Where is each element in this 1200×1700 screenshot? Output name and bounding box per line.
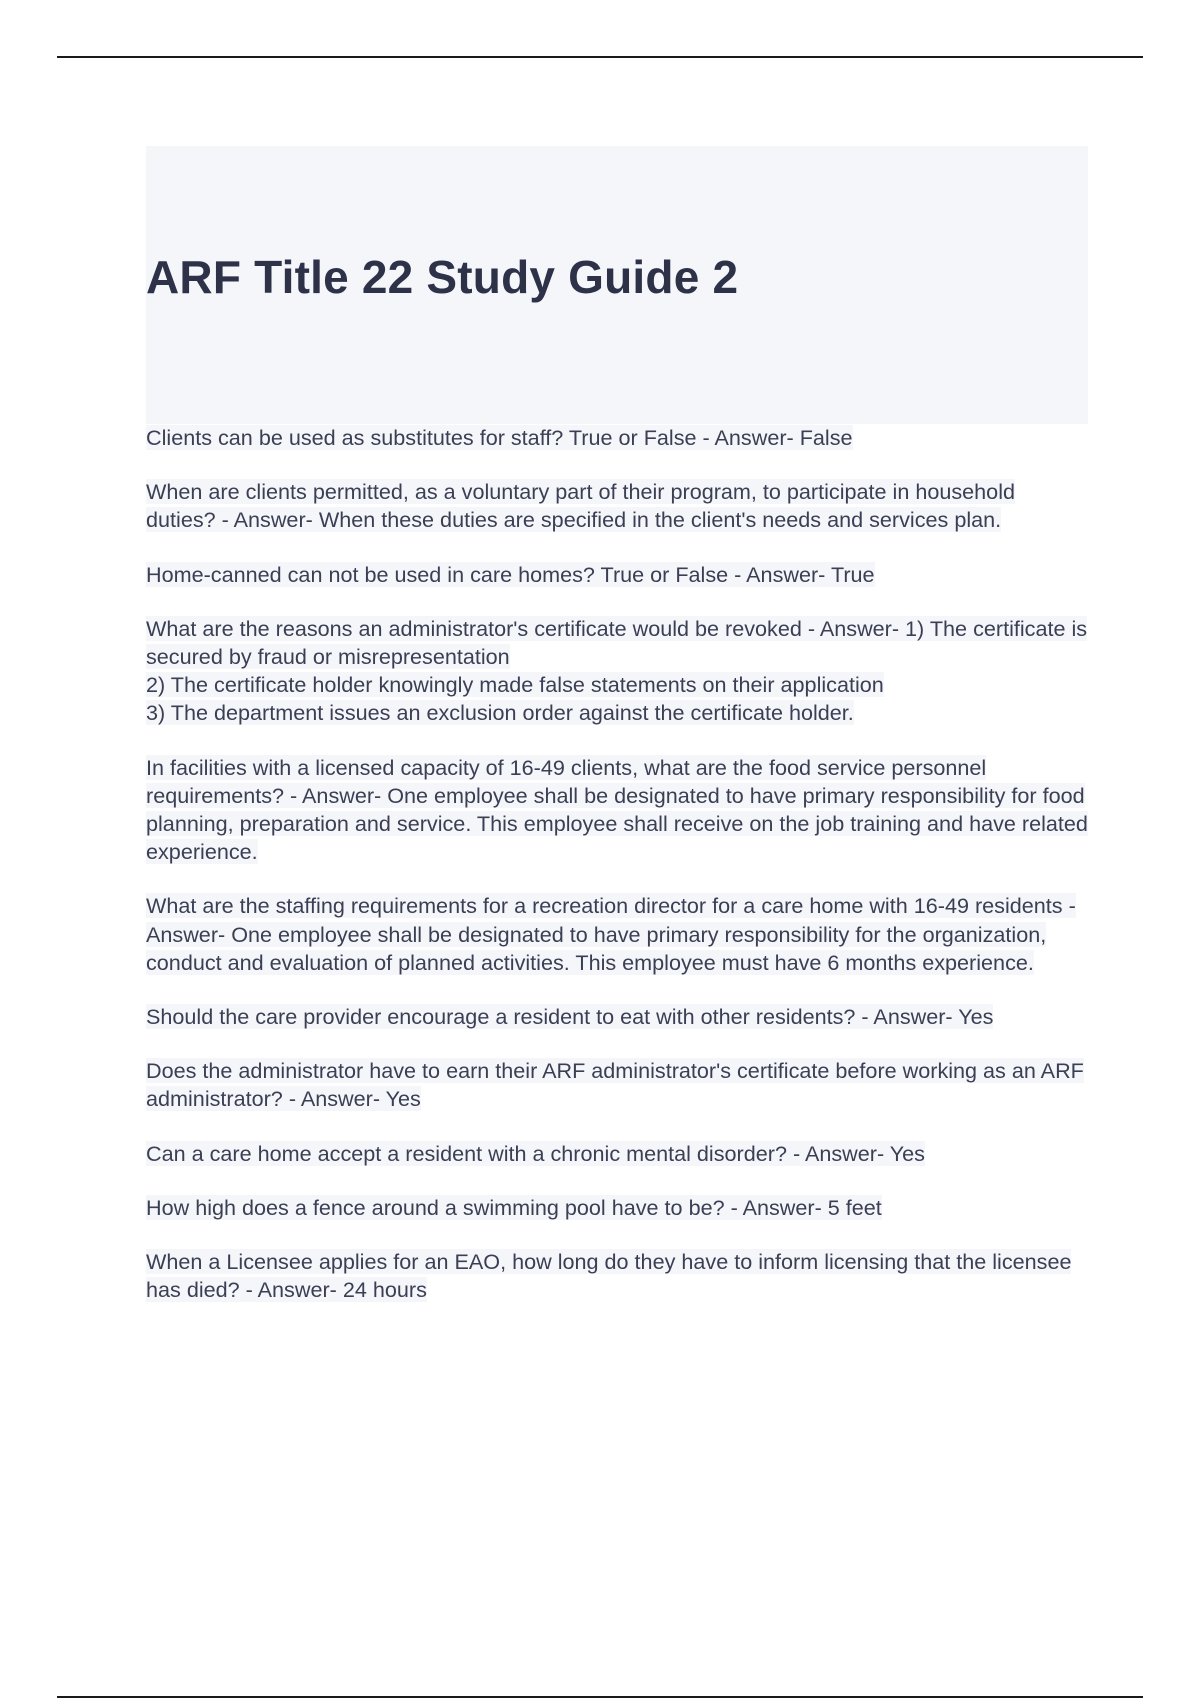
qa-subline: 3) The department issues an exclusion order against the certificate holder.	[146, 700, 854, 726]
document-title: ARF Title 22 Study Guide 2	[146, 251, 739, 303]
qa-text: Clients can be used as substitutes for staff? True or False - Answer- False	[146, 425, 853, 450]
qa-text: Home-canned can not be used in care homes? True or False - Answer- True	[146, 561, 875, 587]
qa-text: When are clients permitted, as a voluntary part of their program, to participate in household duties? - Answer- When these duties are specified in the client's needs and services plan.	[146, 479, 1016, 533]
qa-item-7	[146, 1003, 1088, 1031]
qa-item-6	[146, 892, 1088, 977]
title-block	[146, 146, 1088, 424]
qa-item-3	[146, 561, 1088, 589]
qa-item-2	[146, 478, 1088, 534]
qa-text: What are the reasons an administrator's certificate would be revoked - Answer- 1) The certificate is secured by fraud or misrepresentation	[146, 615, 1088, 670]
qa-text: Does the administrator have to earn their ARF administrator's certificate before working as an ARF administrator? - Answer- Yes	[146, 1058, 1084, 1112]
qa-item-1	[146, 424, 1088, 452]
qa-item-4	[146, 615, 1088, 728]
qa-item-5	[146, 754, 1088, 867]
qa-text: How high does a fence around a swimming pool have to be? - Answer- 5 feet	[146, 1194, 882, 1220]
qa-item-9	[146, 1140, 1088, 1168]
qa-item-10	[146, 1194, 1088, 1222]
qa-text: When a Licensee applies for an EAO, how long do they have to inform licensing that the licensee has died? - Answer- 24 hours	[146, 1249, 1072, 1303]
top-rule	[57, 56, 1143, 58]
qa-item-11	[146, 1248, 1088, 1304]
qa-subline: 2) The certificate holder knowingly made false statements on their application	[146, 672, 884, 698]
bottom-rule	[57, 1696, 1143, 1698]
qa-text: What are the staffing requirements for a recreation director for a care home with 16-49 residents - Answer- One employee shall be designated to have primary responsibility for the organization, conduct and evaluation of planned activities. This employee must have 6 months experience.	[146, 893, 1076, 975]
qa-item-8	[146, 1057, 1088, 1113]
qa-list	[146, 424, 1088, 1304]
qa-text: Can a care home accept a resident with a chronic mental disorder? - Answer- Yes	[146, 1140, 925, 1166]
qa-text: In facilities with a licensed capacity of 16-49 clients, what are the food service personnel requirements? - Answer- One employee shall be designated to have primary responsibility for food planning, preparation and service. This employee shall receive on the job training and have related experience.	[146, 754, 1088, 865]
document-body	[146, 146, 1088, 1304]
qa-text: Should the care provider encourage a resident to eat with other residents? - Answer- Yes	[146, 1004, 994, 1030]
